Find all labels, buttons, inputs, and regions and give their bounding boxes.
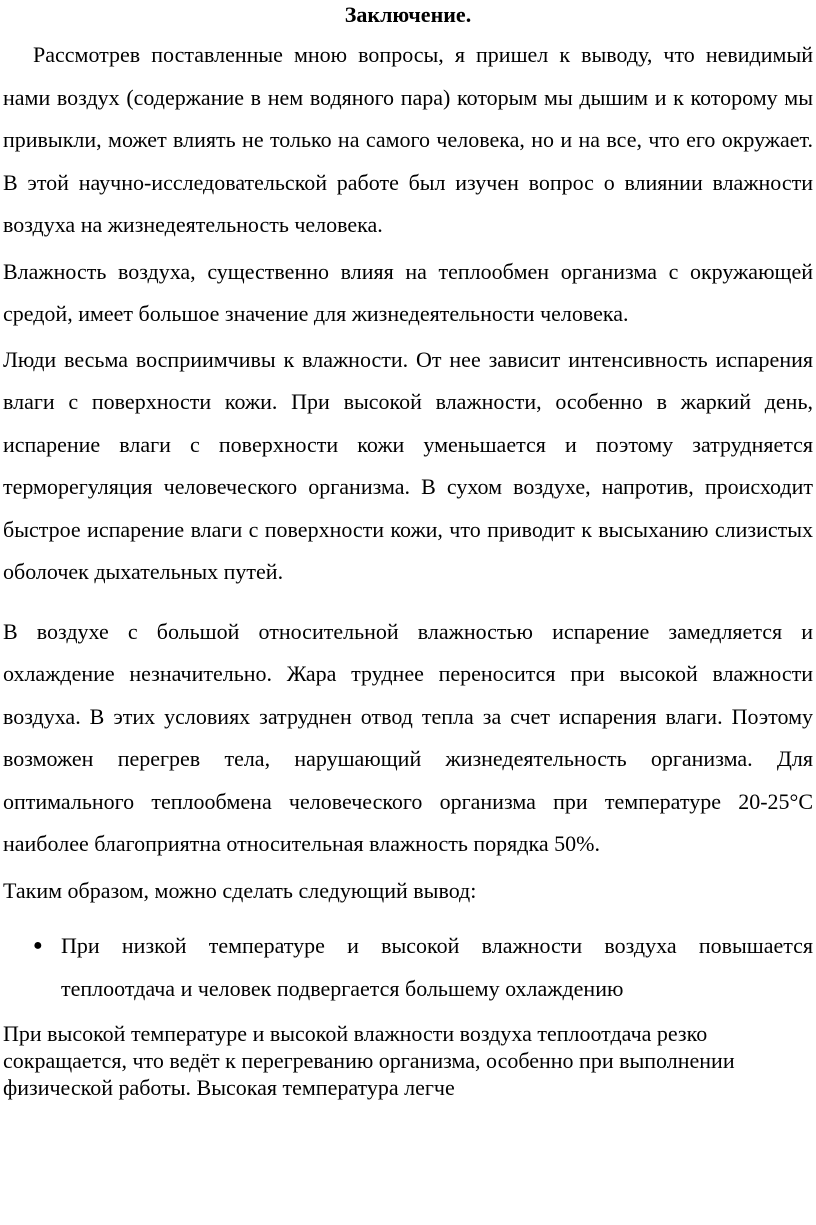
paragraph-sensitivity: Люди весьма восприимчивы к влажности. От нее зависит интенсивность испарения влаги с поверхности кожи. При высокой влажности, особенно в жаркий день, испарение влаги с поверхности кожи уменьшается и поэтому затрудняется терморегуляция человеческого организма. В сухом воздухе, напротив, происходит быстрое испарение влаги с поверхности кожи, что приводит к высыханию слизистых оболочек дыхательных путей. [3, 346, 813, 584]
page-title: Заключение. [344, 2, 472, 27]
bullet-item: При низкой температуре и высокой влажности воздуха повышается теплоотдача и человек подвергается большему охлаждению [61, 933, 813, 1001]
paragraph-intro: Рассмотрев поставленные мною вопросы, я пришел к выводу, что невидимый нами воздух (содержание в нем водяного пара) которым мы дышим и к которому мы привыкли, может влиять не только на самого человека, но и на все, что его окружает. В этой научно-исследовательской работе был изучен вопрос о влиянии влажности воздуха на жизнедеятельность человека. [3, 42, 813, 237]
bullet-list [3, 925, 813, 1010]
paragraph-final: При высокой температуре и высокой влажности воздуха теплоотдача резко сокращается, что ведёт к перегреванию организма, особенно при выполнении физической работы. Высокая температура легче [3, 1021, 735, 1100]
paragraph-high-humidity: В воздухе с большой относительной влажностью испарение замедляется и охлаждение незначительно. Жара труднее переносится при высокой влажности воздуха. В этих условиях затруднен отвод тепла за счет испарения влаги. Поэтому возможен перегрев тела, нарушающий жизнедеятельность организма. Для оптимального теплообмена человеческого организма при температуре 20-25°С наиболее благоприятна относительная влажность порядка 50%. [3, 618, 813, 856]
paragraph-humidity-heat-exchange: Влажность воздуха, существенно влияя на теплообмен организма с окружающей средой, имеет большое значение для жизнедеятельности человека. [3, 258, 813, 326]
bullet-dot-icon: ● [33, 937, 43, 954]
paragraph-conclusion-lead: Таким образом, можно сделать следующий вывод: [3, 877, 477, 903]
